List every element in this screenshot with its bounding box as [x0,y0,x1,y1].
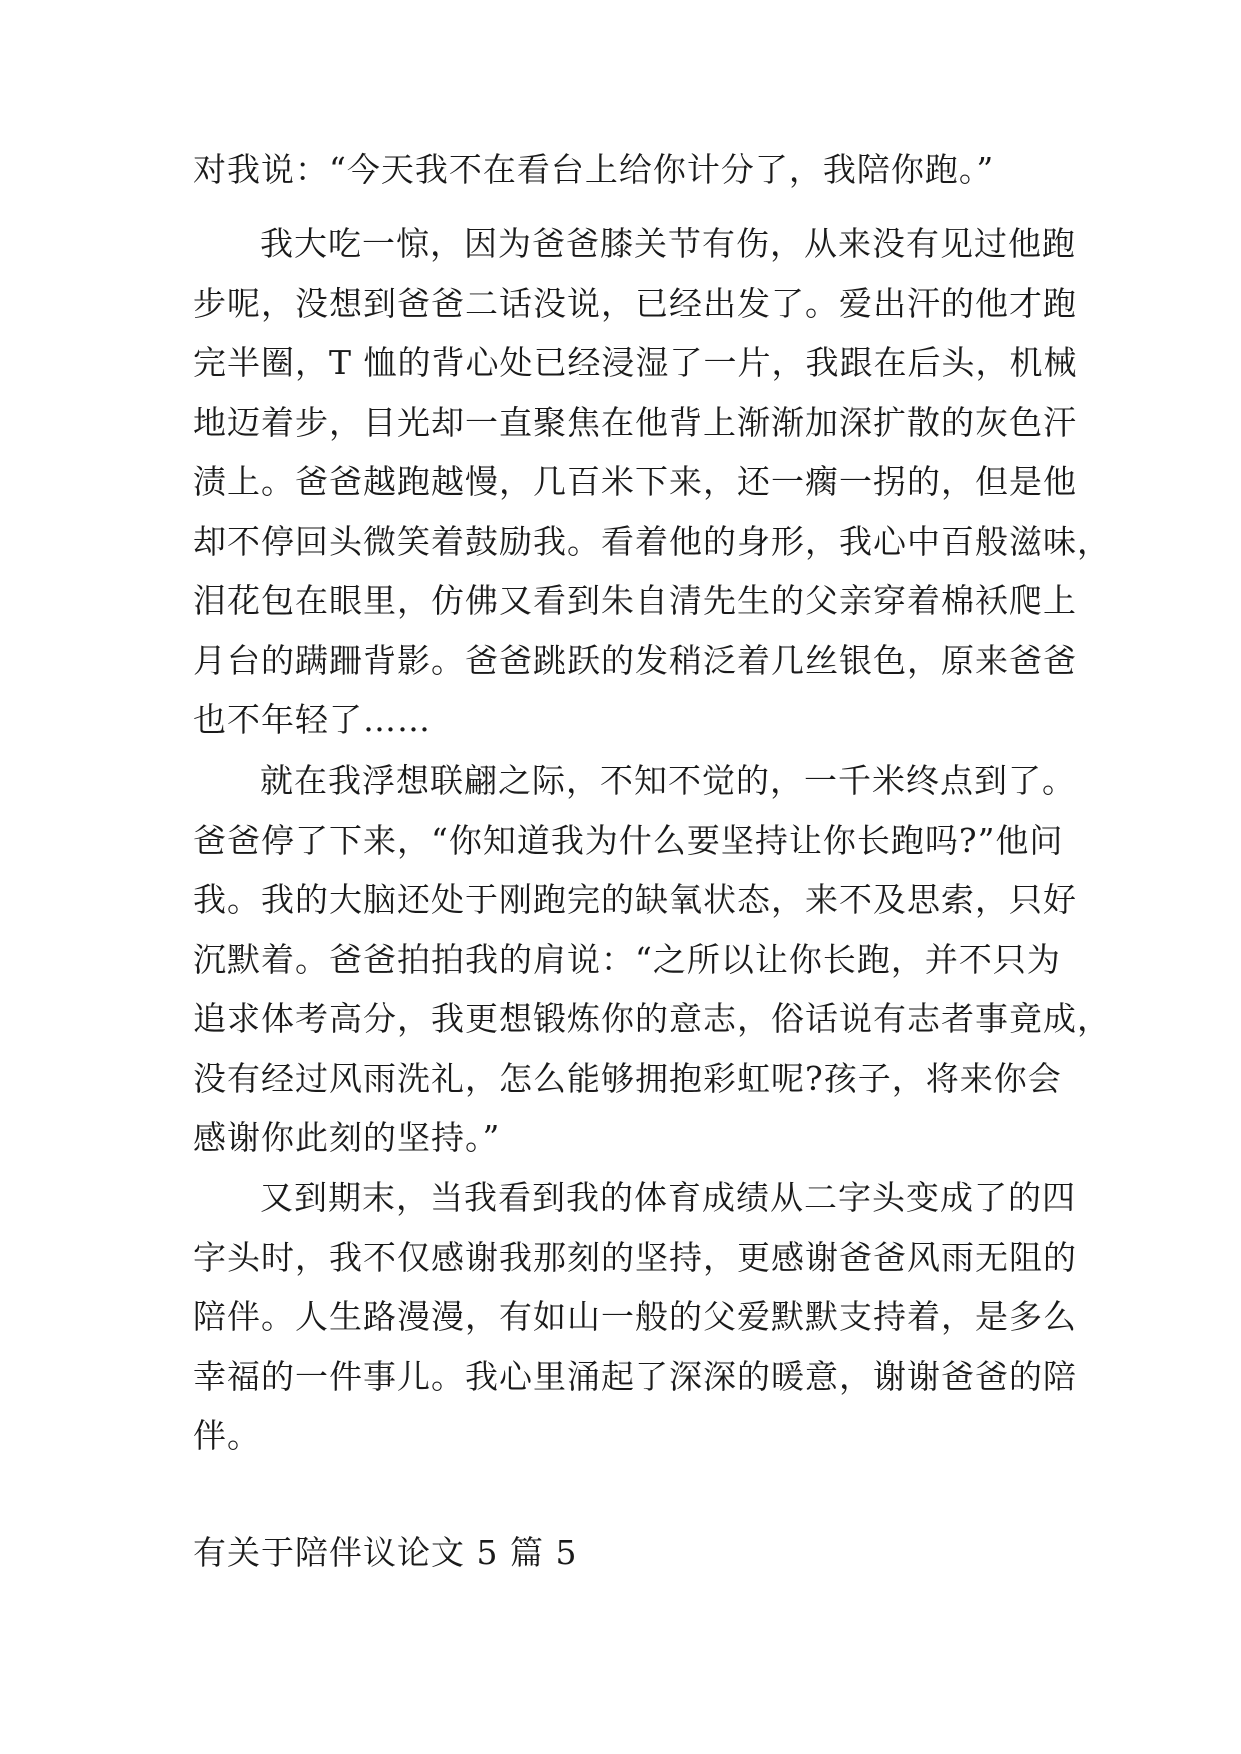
text-line: 没有经过风雨洗礼，怎么能够拥抱彩虹呢?孩子，将来你会 [193,1059,1062,1098]
text-line: 陪伴。人生路漫漫，有如山一般的父爱默默支持着，是多么 [193,1297,1077,1336]
text-line: 完半圈，T 恤的背心处已经浸湿了一片，我跟在后头，机械 [193,343,1078,382]
text-line: 感谢你此刻的坚持。” [193,1118,501,1157]
text-line: 地迈着步，目光却一直聚焦在他背上渐渐加深扩散的灰色汗 [193,403,1077,442]
text-line: 幸福的一件事儿。我心里涌起了深深的暖意，谢谢爸爸的陪 [193,1357,1077,1396]
text-line: 追求体考高分，我更想锻炼你的意志，俗话说有志者事竟成， [193,999,1111,1038]
text-line: 步呢，没想到爸爸二话没说，已经出发了。爱出汗的他才跑 [193,284,1077,323]
text-line: 我。我的大脑还处于刚跑完的缺氧状态，来不及思索，只好 [193,880,1077,919]
text-line: 沉默着。爸爸拍拍我的肩说：“之所以让你长跑，并不只为 [193,940,1061,979]
paragraph-first-line: 就在我浮想联翩之际，不知不觉的，一千米终点到了。 [260,761,1076,800]
text-line: 泪花包在眼里，仿佛又看到朱自清先生的父亲穿着棉袄爬上 [193,581,1077,620]
paragraph-first-line: 我大吃一惊，因为爸爸膝关节有伤，从来没有见过他跑 [260,224,1076,263]
text-line: 字头时，我不仅感谢我那刻的坚持，更感谢爸爸风雨无阻的 [193,1238,1077,1277]
text-line: 渍上。爸爸越跑越慢，几百米下来，还一瘸一拐的，但是他 [193,462,1077,501]
text-line: 伴。 [193,1416,261,1455]
text-line: 却不停回头微笑着鼓励我。看着他的身形，我心中百般滋味， [193,522,1111,561]
text-line: 对我说：“今天我不在看台上给你计分了，我陪你跑。” [193,150,995,189]
text-line: 月台的蹒跚背影。爸爸跳跃的发稍泛着几丝银色，原来爸爸 [193,641,1077,680]
section-heading: 有关于陪伴议论文 5 篇 5 [193,1533,578,1572]
text-line: 爸爸停了下来，“你知道我为什么要坚持让你长跑吗?”他问 [193,821,1064,860]
paragraph-first-line: 又到期末，当我看到我的体育成绩从二字头变成了的四 [260,1178,1076,1217]
text-line: 也不年轻了…… [193,700,431,739]
